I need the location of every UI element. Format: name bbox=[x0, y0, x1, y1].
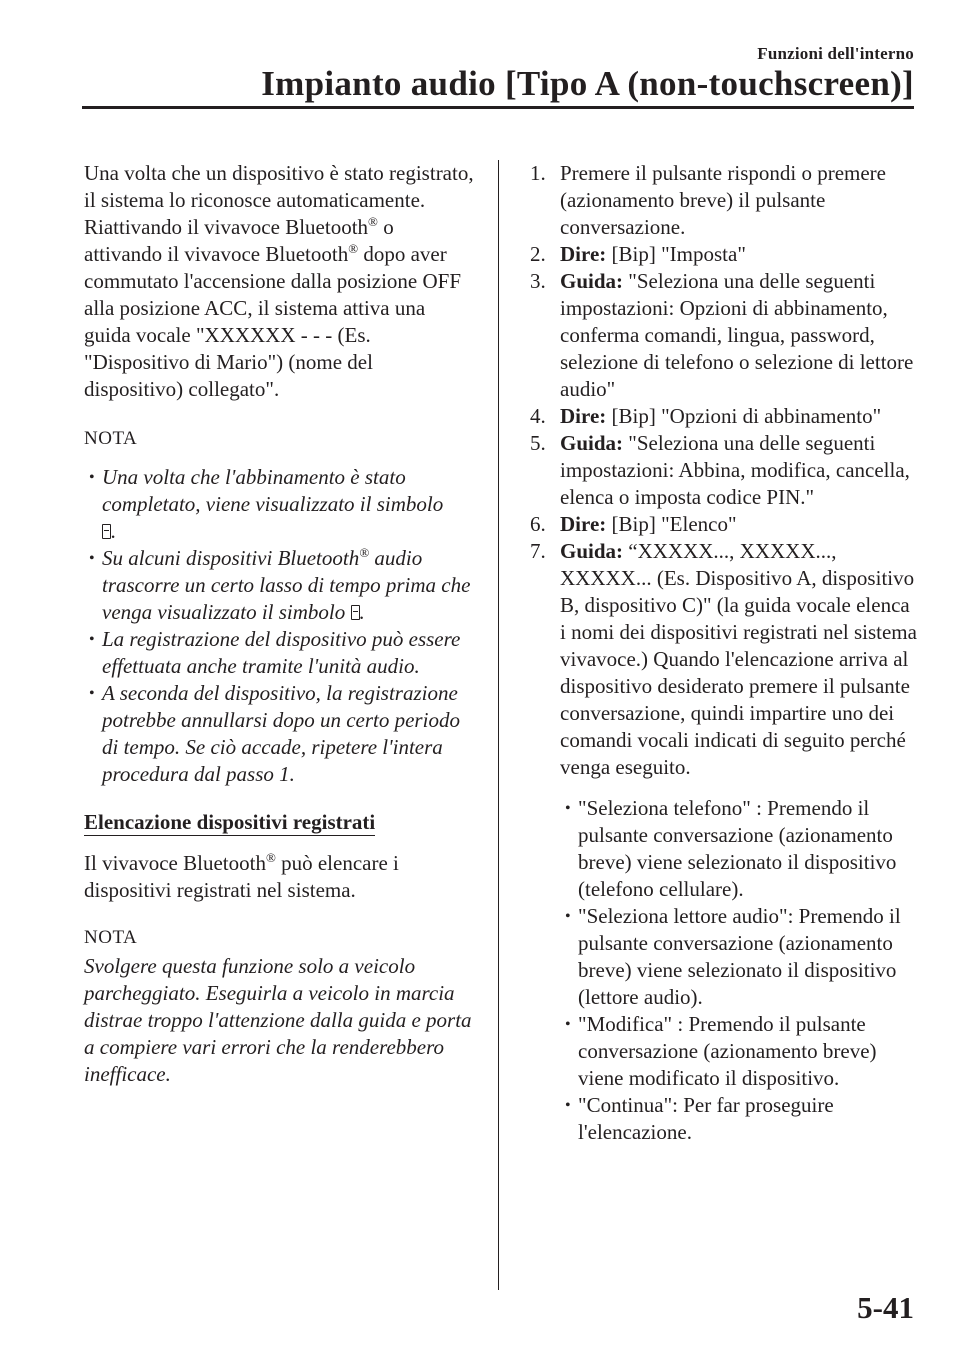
note-text: Svolgere questa funzione solo a veicolo parcheggiato. Eseguirla a veicolo in marcia distrae troppo l'attenzione dalla guida e porta a compiere vari errori che la renderebbero inefficace. bbox=[84, 954, 472, 1086]
intro-paragraph: Una volta che un dispositivo è stato registrato, il sistema lo riconosce automaticamente. Riattivando il vivavoce Bluetooth® o attivando il vivavoce Bluetooth® dopo aver commutato l'accensione dalla posizione OFF alla posizione ACC, il sistema attiva una guida vocale "XXXXXX - - - (Es. "Dispositivo di Mario") (nome del dispositivo) collegato". bbox=[84, 161, 474, 401]
command-item: • "Continua": Per far proseguire l'elencazione. bbox=[565, 1093, 834, 1144]
step-item: 7. Guida: “XXXXX..., XXXXX..., XXXXX... (Es. Dispositivo A, dispositivo B, dispositivo C)" (la guida vocale elenca i nomi dei dispositivi registrati nel sistema vivavoce.) Quando l'elencazione arriva al dispositivo desiderato premere il pulsante conversazione, quindi impartire uno dei comandi vocali indicati di seguito perché venga eseguito. • "Seleziona telefono" : Premendo il pulsante conversazione (azionamento breve) viene selezionato il dispositivo (telefono cellulare). • "Seleziona lettore audio": Premendo il pulsante conversazione (azionamento breve) viene selezionato il dispositivo (lettore audio). • "Modifica" : Premendo il pulsante conversazione (azionamento breve) viene modificato il dispositivo. • "Continua": Per far proseguire l'elencazione. bbox=[530, 539, 917, 1144]
bullet-icon: • bbox=[89, 631, 95, 648]
note-bullet: • A seconda del dispositivo, la registrazione potrebbe annullarsi dopo un certo periodo di tempo. Se ciò accade, ripetere l'intera procedura dal passo 1. bbox=[89, 681, 460, 786]
header-rule bbox=[82, 106, 914, 109]
right-column bbox=[518, 160, 918, 1146]
command-list bbox=[560, 795, 918, 1146]
registered-mark: ® bbox=[359, 545, 370, 560]
registered-mark: ® bbox=[265, 850, 276, 865]
note-label: NOTA bbox=[84, 927, 138, 948]
step-item: 2. Dire: [Bip] "Imposta" bbox=[530, 242, 746, 266]
left-column bbox=[84, 160, 476, 1088]
command-item: • "Modifica" : Premendo il pulsante conversazione (azionamento breve) viene modificato il dispositivo. bbox=[565, 1012, 877, 1090]
section-heading: Elencazione dispositivi registrati bbox=[84, 810, 376, 834]
step-item: 1. Premere il pulsante rispondi o premere (azionamento breve) il pulsante conversazione. bbox=[530, 161, 886, 239]
bullet-icon: • bbox=[565, 800, 571, 817]
step-item: 3. Guida: "Seleziona una delle seguenti impostazioni: Opzioni di abbinamento, conferma comandi, lingua, password, selezione di telefono o selezione di lettore audio" bbox=[530, 269, 914, 401]
bullet-icon: • bbox=[89, 685, 95, 702]
section-text: Il vivavoce Bluetooth® può elencare i dispositivi registrati nel sistema. bbox=[84, 850, 399, 902]
registered-mark: ® bbox=[348, 241, 359, 256]
command-item: • "Seleziona lettore audio": Premendo il pulsante conversazione (azionamento breve) viene selezionato il dispositivo (lettore audio). bbox=[565, 904, 901, 1009]
step-item: 6. Dire: [Bip] "Elenco" bbox=[530, 512, 737, 536]
step-item: 4. Dire: [Bip] "Opzioni di abbinamento" bbox=[530, 404, 882, 428]
note-bullet: • La registrazione del dispositivo può essere effettuata anche tramite l'unità audio. bbox=[89, 627, 461, 678]
note-label: NOTA bbox=[84, 428, 138, 449]
note-bullet: • Su alcuni dispositivi Bluetooth® audio trascorre un certo lasso di tempo prima che venga visualizzato il simbolo . bbox=[89, 545, 471, 624]
bluetooth-device-icon bbox=[102, 524, 111, 539]
page-number: 5-41 bbox=[857, 1290, 914, 1325]
bluetooth-device-icon bbox=[351, 605, 360, 620]
note-bullet: • Una volta che l'abbinamento è stato completato, viene visualizzato il simbolo . bbox=[89, 465, 444, 543]
registered-mark: ® bbox=[368, 214, 378, 229]
step-item: 5. Guida: "Seleziona una delle seguenti impostazioni: Abbina, modifica, cancella, elenca o imposta codice PIN." bbox=[530, 431, 910, 509]
bullet-icon: • bbox=[565, 1097, 571, 1114]
bullet-icon: • bbox=[565, 908, 571, 925]
command-item: • "Seleziona telefono" : Premendo il pulsante conversazione (azionamento breve) viene selezionato il dispositivo (telefono cellulare). bbox=[565, 796, 897, 901]
page-title: Impianto audio [Tipo A (non-touchscreen)] bbox=[261, 64, 914, 103]
bullet-icon: • bbox=[89, 550, 95, 567]
bullet-icon: • bbox=[565, 1016, 571, 1033]
column-divider bbox=[498, 160, 499, 1290]
steps-list bbox=[518, 160, 918, 1146]
bullet-icon: • bbox=[89, 469, 95, 486]
section-label: Funzioni dell'interno bbox=[757, 44, 914, 63]
